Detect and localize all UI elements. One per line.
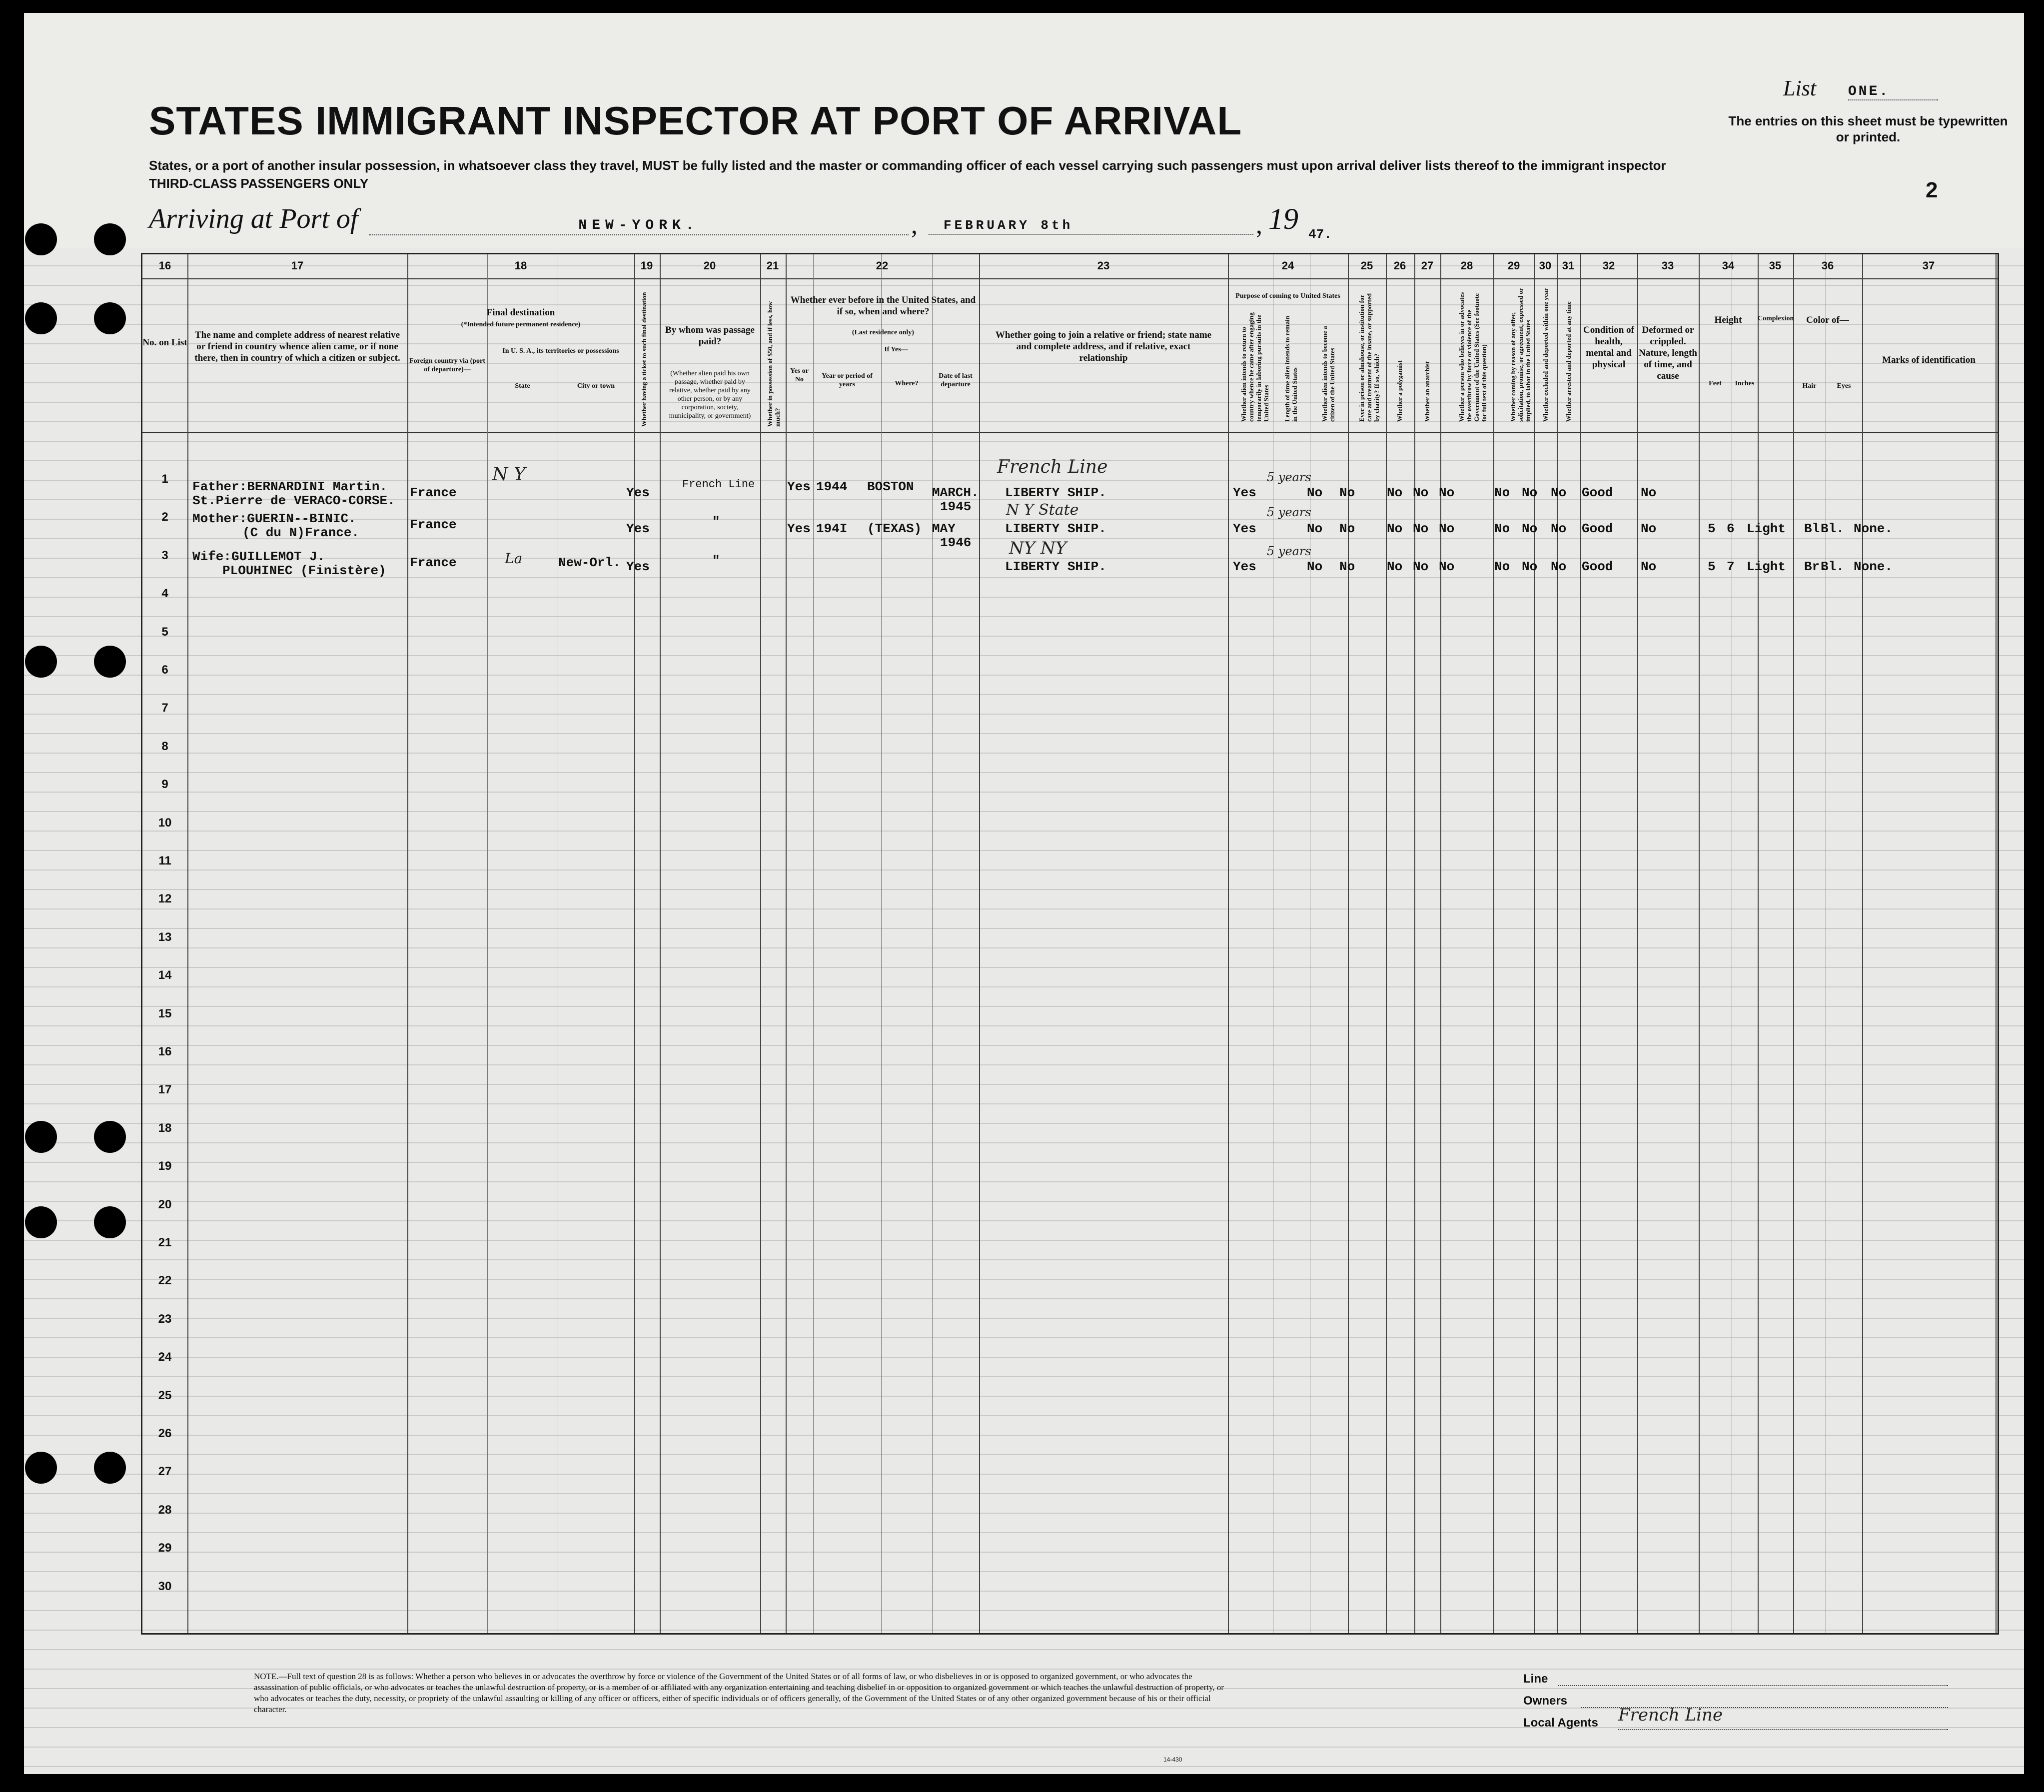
binder-hole (94, 646, 126, 678)
header-purpose: Purpose of coming to United States (1235, 292, 1340, 300)
entry-join-handwritten: NY NY (1009, 538, 1067, 558)
header-eyes: Eyes (1837, 382, 1851, 390)
header-ticket: Whether having a ticket to such final destination (640, 292, 648, 427)
row-number: 24 (158, 1350, 172, 1364)
entry-health: Good (1582, 485, 1613, 500)
row-number: 7 (161, 701, 168, 715)
header-final-destination: Final destination (486, 307, 555, 318)
column-number: 27 (1421, 259, 1434, 272)
column-divider (1534, 254, 1535, 1633)
binder-hole (94, 223, 126, 255)
typewritten-note: The entries on this sheet must be typewritten or printed. (1728, 113, 2008, 144)
column-number: 30 (1539, 259, 1552, 272)
entry-q30: No (1522, 559, 1538, 574)
entry-ticket: Yes (626, 521, 650, 536)
column-divider (487, 254, 488, 1633)
entry-q26: No (1387, 485, 1403, 500)
passenger-class-label: THIRD-CLASS PASSENGERS ONLY (149, 176, 369, 191)
manifest-table (141, 253, 1999, 1635)
column-divider (1996, 254, 1997, 1633)
entry-length-handwritten: 5 years (1267, 544, 1311, 558)
row-number: 2 (161, 510, 168, 524)
header-length-stay: Length of time alien intends to remain in the United States (1283, 315, 1298, 422)
entry-inches: 7 (1727, 559, 1735, 574)
form-number: 14-430 (1163, 1756, 1182, 1763)
header-marks-identification: Marks of identification (1882, 355, 1976, 365)
entry-length-handwritten: 5 years (1267, 505, 1311, 519)
entry-intends-return: Yes (1233, 521, 1256, 536)
row-number: 3 (161, 548, 168, 562)
entry-citizen: No (1307, 559, 1323, 574)
entry-q25: No (1339, 559, 1355, 574)
row-number: 30 (158, 1579, 172, 1593)
header-become-citizen: Whether alien intends to become a citizen of the United States (1321, 326, 1336, 422)
binder-hole (25, 1121, 57, 1153)
arriving-label: Arriving at Port of (149, 203, 358, 234)
separator: , (911, 211, 918, 239)
entry-q29: No (1494, 485, 1510, 500)
header-fifty-dollars: Whether in possession of $50, and if less, how much? (766, 301, 781, 427)
local-agents-signature: French Line (1618, 1705, 1723, 1725)
row-number: 19 (158, 1159, 172, 1173)
entry-inches: 6 (1727, 521, 1735, 536)
entry-year: 1944 (816, 479, 848, 494)
entry-ticket: Yes (626, 559, 650, 574)
column-number: 18 (514, 259, 527, 272)
line-label: Line (1523, 1672, 1548, 1686)
entry-q31: No (1551, 559, 1567, 574)
row-number: 25 (158, 1388, 172, 1402)
row-number: 4 (161, 587, 168, 601)
row-number: 14 (158, 968, 172, 982)
row-number: 28 (158, 1503, 172, 1517)
entry-health: Good (1582, 521, 1613, 536)
entry-q28: No (1439, 559, 1455, 574)
column-divider (1440, 254, 1441, 1633)
header-city: City or town (577, 382, 615, 390)
row-number: 23 (158, 1312, 172, 1326)
entry-marks: None. (1854, 521, 1893, 536)
entry-deformed: No (1641, 485, 1657, 500)
arrival-date: FEBRUARY 8th (929, 218, 1253, 235)
row-number: 5 (161, 625, 168, 639)
column-number: 34 (1722, 259, 1735, 272)
entry-where: (TEXAS) (867, 521, 922, 536)
header-intends-return: Whether alien intends to return to country whence he came after engaging temporarily in laboring pursuits in the United States (1240, 312, 1270, 422)
column-divider (407, 254, 408, 1633)
owners-label: Owners (1523, 1694, 1568, 1708)
entry-relative-line2: (C du N)France. (242, 525, 360, 540)
entry-feet: 5 (1708, 521, 1716, 536)
entry-q25: No (1339, 485, 1355, 500)
header-deformed: Deformed or crippled. Nature, length of time, and cause (1639, 325, 1697, 381)
entry-q25: No (1339, 521, 1355, 536)
entry-join: LIBERTY SHIP. (1005, 485, 1106, 500)
column-divider (660, 254, 661, 1633)
entry-relative-line2: PLOUHINEC (Finistère) (222, 563, 386, 578)
entry-departure-year: 1945 (940, 499, 972, 514)
row-number: 13 (158, 930, 172, 944)
column-divider (1414, 254, 1415, 1633)
port-of-arrival: NEW-YORK. (369, 218, 909, 235)
column-number: 28 (1460, 259, 1473, 272)
column-divider (932, 254, 933, 1633)
year-suffix: 47. (1308, 227, 1332, 242)
column-divider (1580, 254, 1581, 1633)
entry-relative-line1: Mother:GUERIN--BINIC. (192, 511, 356, 526)
column-divider (1493, 254, 1494, 1633)
row-number: 1 (161, 472, 168, 486)
entry-q31: No (1551, 485, 1567, 500)
entry-q30: No (1522, 521, 1538, 536)
binder-hole (94, 1121, 126, 1153)
column-number: 36 (1821, 259, 1834, 272)
year-prefix: 19 (1268, 202, 1298, 235)
entry-paid-by: " (712, 514, 720, 529)
entry-length-handwritten: 5 years (1267, 470, 1311, 484)
column-number: 24 (1281, 259, 1294, 272)
page-subtitle: States, or a port of another insular possession, in whatsoever class they travel, MUST be fully listed and the master or commanding officer of each vessel carrying such passengers must upon arrival deliver lists thereof to the immigrant inspector (149, 158, 1666, 173)
row-number: 18 (158, 1121, 172, 1135)
header-polygamist: Whether a polygamist (1396, 360, 1403, 422)
header-date-departure: Date of last departure (939, 372, 973, 388)
entry-foreign-country: France (410, 517, 457, 532)
entry-foreign-country: France (410, 485, 457, 500)
entry-join-handwritten: N Y State (1006, 501, 1079, 519)
header-join-relative: Whether going to join a relative or friend; state name and complete address, and if relative, exact relationship (995, 330, 1212, 363)
column-divider (1386, 254, 1387, 1633)
header-height: Height (1714, 315, 1742, 325)
header-bottom-rule (142, 432, 1998, 433)
binder-hole (25, 1452, 57, 1484)
header-hair: Hair (1802, 382, 1817, 390)
page-title: STATES IMMIGRANT INSPECTOR AT PORT OF ARRIVAL (149, 98, 1242, 143)
header-no-on-list: No. on List (142, 337, 187, 348)
column-divider (1228, 254, 1229, 1633)
binder-hole (94, 1452, 126, 1484)
entry-intends-return: Yes (1233, 559, 1256, 574)
header-if-yes: If Yes— (884, 346, 908, 353)
entry-q26: No (1387, 521, 1403, 536)
row-number: 9 (161, 778, 168, 792)
column-number: 35 (1769, 259, 1782, 272)
header-arrested-deported: Whether arrested and deported at any time (1565, 301, 1572, 422)
entry-q28: No (1439, 521, 1455, 536)
column-divider (1557, 254, 1558, 1633)
row-number: 15 (158, 1006, 172, 1020)
entry-complexion: Light (1747, 559, 1786, 574)
column-number: 16 (158, 259, 171, 272)
entry-q29: No (1494, 559, 1510, 574)
column-divider (1699, 254, 1700, 1633)
entry-marks: None. (1854, 559, 1893, 574)
header-health: Condition of health, mental and physical (1583, 325, 1634, 370)
header-ever-before-us: Whether ever before in the United States, and if so, when and where? (790, 295, 976, 317)
sheet-number: 2 (1926, 178, 1938, 202)
header-excluded-deported: Whether excluded and deported within one year (1542, 288, 1549, 422)
entry-city: New-Orl. (558, 555, 621, 570)
entry-q27: No (1413, 559, 1429, 574)
entry-q29: No (1494, 521, 1510, 536)
column-number: 26 (1393, 259, 1406, 272)
footnote-question-28: NOTE.—Full text of question 28 is as follows: Whether a person who believes in or advocates the overthrow by force or violence of the Government of the United States or of all forms of law, or who disbelieves in or is opposed to organized government, or who advocates the assassination of public officials, or who advocates or teaches the unlawful destruction of property, or is a member of or affiliated with any organization entertaining and teaching disbelief in or opposition to organized government or which teaches the unlawful destruction of property, or who advocates or teaches the duty, necessity, or propriety of the unlawful assaulting or killing of any officer or officers, either of specific individuals or of officers generally, of the Government of the United States or of any other organized government because of his or their official character. (254, 1672, 1224, 1714)
entry-citizen: No (1307, 521, 1323, 536)
row-number: 12 (158, 892, 172, 906)
entry-join-handwritten: French Line (997, 457, 1108, 477)
separator: , (1256, 211, 1262, 239)
line-field (1558, 1685, 1948, 1686)
entry-intends-return: Yes (1233, 485, 1256, 500)
entry-join: LIBERTY SHIP. (1005, 521, 1106, 536)
binder-hole (94, 1206, 126, 1238)
entry-feet: 5 (1708, 559, 1716, 574)
column-number: 37 (1922, 259, 1935, 272)
column-number-rule (142, 278, 1998, 279)
row-number: 6 (161, 663, 168, 677)
header-inches: Inches (1735, 380, 1755, 387)
row-number: 27 (158, 1465, 172, 1479)
entry-state-handwritten: La (505, 550, 523, 567)
entry-deformed: No (1641, 521, 1657, 536)
entry-complexion: Light (1747, 521, 1786, 536)
header-yes-or-no: Yes or No (790, 367, 809, 383)
entry-hair: Br. (1804, 559, 1828, 574)
entry-relative-line1: Father:BERNARDINI Martin. (192, 479, 388, 494)
row-number: 17 (158, 1083, 172, 1097)
row-number: 16 (158, 1045, 172, 1058)
column-divider (979, 254, 980, 1633)
header-prison-almshouse: Ever in prison or almshouse, or institution for care and treatment of the insane, or supported by charity? If so, which? (1358, 293, 1380, 422)
column-divider (1637, 254, 1638, 1633)
entry-health: Good (1582, 559, 1613, 574)
manifest-sheet (24, 13, 2024, 1774)
binder-hole (94, 302, 126, 334)
entry-q27: No (1413, 485, 1429, 500)
entry-departure: MARCH. (932, 485, 979, 500)
row-number: 11 (158, 854, 171, 868)
header-complexion: Complexion (1758, 315, 1794, 322)
entry-year: 194I (816, 521, 848, 536)
entry-citizen: No (1307, 485, 1323, 500)
row-number: 8 (161, 739, 168, 753)
header-passage-paid-note: (Whether alien paid his own passage, whether paid by relative, whether paid by any other person, or by any corporation, society, municipality, or government) (669, 370, 751, 420)
entry-before-us: Yes (787, 479, 811, 494)
column-divider (1793, 254, 1794, 1633)
entry-before-us: Yes (787, 521, 811, 536)
local-agents-label: Local Agents (1523, 1716, 1598, 1730)
column-number: 31 (1562, 259, 1575, 272)
entry-paid-by: French Line (682, 478, 755, 491)
entry-where: BOSTON (867, 479, 914, 494)
header-feet: Feet (1709, 380, 1722, 387)
list-label: List (1783, 76, 1817, 100)
entry-q27: No (1413, 521, 1429, 536)
column-divider (813, 254, 814, 1633)
column-number: 23 (1097, 259, 1110, 272)
entry-q31: No (1551, 521, 1567, 536)
column-number: 19 (640, 259, 653, 272)
entry-q26: No (1387, 559, 1403, 574)
column-divider (1348, 254, 1349, 1633)
entry-relative-line2: St.Pierre de VERACO-CORSE. (192, 493, 395, 508)
entry-departure-year: 1946 (940, 535, 972, 550)
column-divider (881, 254, 882, 1633)
entry-hair: Bl (1804, 521, 1820, 536)
header-usa-destination: In U. S. A., its territories or possessions (502, 347, 619, 355)
entry-eyes: Bl. (1821, 521, 1844, 536)
entry-departure: MAY (932, 521, 956, 536)
entry-foreign-country: France (410, 555, 457, 570)
column-number: 20 (703, 259, 716, 272)
row-number: 21 (158, 1236, 172, 1249)
header-color-of: Color of— (1806, 315, 1849, 325)
entry-join: LIBERTY SHIP. (1005, 559, 1106, 574)
header-last-residence: (Last residence only) (852, 329, 915, 336)
header-where: Where? (895, 380, 919, 387)
entry-state-handwritten: N Y (492, 464, 526, 485)
entry-eyes: Bl. (1821, 559, 1844, 574)
row-number: 29 (158, 1541, 172, 1555)
header-year: Year or period of years (822, 372, 873, 388)
binder-hole (25, 1206, 57, 1238)
header-passage-paid: By whom was passage paid? (665, 325, 755, 347)
header-state: State (515, 382, 530, 390)
column-divider (786, 254, 787, 1633)
entry-ticket: Yes (626, 485, 650, 500)
column-divider (1758, 254, 1759, 1633)
header-final-destination-note: (*Intended future permanent residence) (461, 321, 581, 328)
entry-deformed: No (1641, 559, 1657, 574)
column-divider (634, 254, 635, 1633)
column-number: 21 (766, 259, 779, 272)
header-anarchist: Whether an anarchist (1423, 361, 1431, 422)
entry-q28: No (1439, 485, 1455, 500)
header-foreign-country: Foreign country via (port of departure)— (409, 357, 485, 373)
entry-relative-line1: Wife:GUILLEMOT J. (192, 549, 325, 564)
column-number: 33 (1661, 259, 1674, 272)
column-divider (1862, 254, 1863, 1633)
column-divider (760, 254, 761, 1633)
list-number: ONE. (1848, 84, 1938, 100)
row-number: 22 (158, 1274, 172, 1288)
local-agents-field (1618, 1729, 1948, 1730)
column-number: 25 (1360, 259, 1373, 272)
column-number: 22 (876, 259, 889, 272)
row-number: 20 (158, 1197, 172, 1211)
header-nearest-relative: The name and complete address of nearest relative or friend in country whence alien came, or if none there, then in country of which a citizen or subject. (194, 330, 400, 363)
binder-hole (25, 302, 57, 334)
column-number: 17 (291, 259, 304, 272)
row-number: 26 (158, 1427, 172, 1440)
binder-hole (25, 223, 57, 255)
column-number: 29 (1507, 259, 1520, 272)
header-labor-offer: Whether coming by reason of any offer, solicitation, promise, or agreement, expressed or implied, to labor in the United States (1509, 288, 1532, 422)
row-number: 10 (158, 816, 172, 830)
column-divider (187, 254, 188, 1633)
entry-q30: No (1522, 485, 1538, 500)
header-overthrow-government: Whether a person who believes in or advocates the overthrow by force or violence of the Government of the United States (See footnote for full text of this question) (1458, 292, 1488, 422)
binder-hole (25, 646, 57, 678)
column-number: 32 (1602, 259, 1615, 272)
entry-paid-by: " (712, 553, 720, 568)
